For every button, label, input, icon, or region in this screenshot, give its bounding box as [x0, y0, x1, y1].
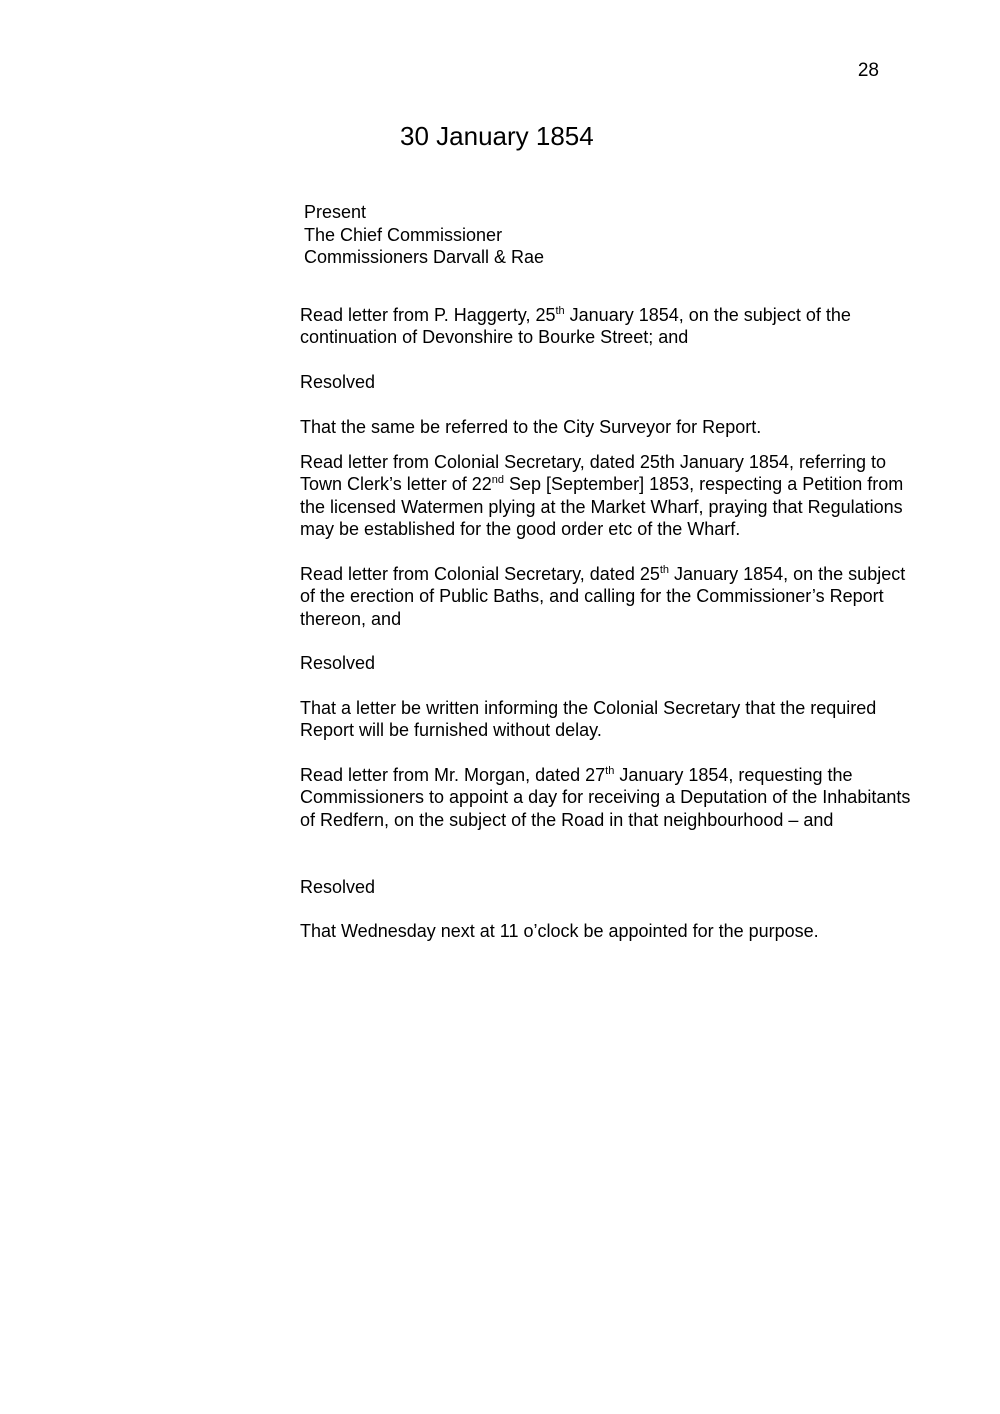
paragraph-text: Read letter from Mr. Morgan, dated 27 [300, 765, 606, 785]
resolution-paragraph [300, 920, 915, 942]
resolved-label [300, 652, 915, 674]
minute-paragraph [300, 304, 915, 349]
paragraph-text: January 1854, requesting the Commissioners to appoint a day for receiving a Deputation of the Inhabitants of Redfern, on the subject of the Road in that neighbourhood – and [300, 765, 911, 830]
minute-paragraph [300, 764, 915, 831]
paragraph-text: Read letter from Colonial Secretary, dated 25th January 1854, referring to Town Clerk’s letter of 22 [300, 452, 886, 495]
paragraph-text: Read letter from Colonial Secretary, dated 25 [300, 564, 660, 584]
attendance-line: Present [304, 202, 367, 222]
attendance-line: The Chief Commissioner [304, 224, 503, 245]
page-number: 28 [857, 60, 879, 81]
resolved-label [300, 371, 915, 393]
minute-paragraph [300, 451, 915, 540]
attendance-line: Commissioners Darvall & Rae [304, 247, 545, 267]
ordinal-suffix: nd [491, 474, 505, 487]
paragraph-text: January 1854, on the subject of the continuation of Devonshire to Bourke Street; and [300, 305, 851, 348]
paragraph-text: January 1854, on the subject of the erection of Public Baths, and calling for the Commissioner’s Report thereon, and [300, 564, 906, 629]
paragraph-text: That a letter be written informing the Colonial Secretary that the required Report will be furnished without delay. [300, 698, 877, 741]
meeting-date-heading: 30 January 1854 [400, 121, 594, 151]
paragraph-text: Resolved [300, 372, 376, 392]
paragraph-text: Read letter from P. Haggerty, 25 [300, 305, 556, 325]
paragraph-text: That Wednesday next at 11 o’clock be appointed for the purpose. [300, 921, 819, 941]
ordinal-suffix: th [659, 564, 670, 576]
resolution-paragraph [300, 697, 915, 742]
resolved-label [300, 876, 915, 898]
paragraph-text: Sep [September] 1853, respecting a Petition from the licensed Watermen plying at the Market Wharf, praying that Regulations may be established for the good order etc of the Wharf. [300, 474, 904, 539]
ordinal-suffix: th [555, 305, 565, 317]
attendance-block [304, 201, 544, 269]
resolution-paragraph [300, 416, 915, 438]
ordinal-suffix: th [605, 765, 615, 777]
paragraph-text: Resolved [300, 653, 376, 673]
paragraph-text: Resolved [300, 877, 376, 897]
minute-paragraph [300, 563, 915, 630]
paragraph-text: That the same be referred to the City Surveyor for Report. [300, 417, 762, 437]
